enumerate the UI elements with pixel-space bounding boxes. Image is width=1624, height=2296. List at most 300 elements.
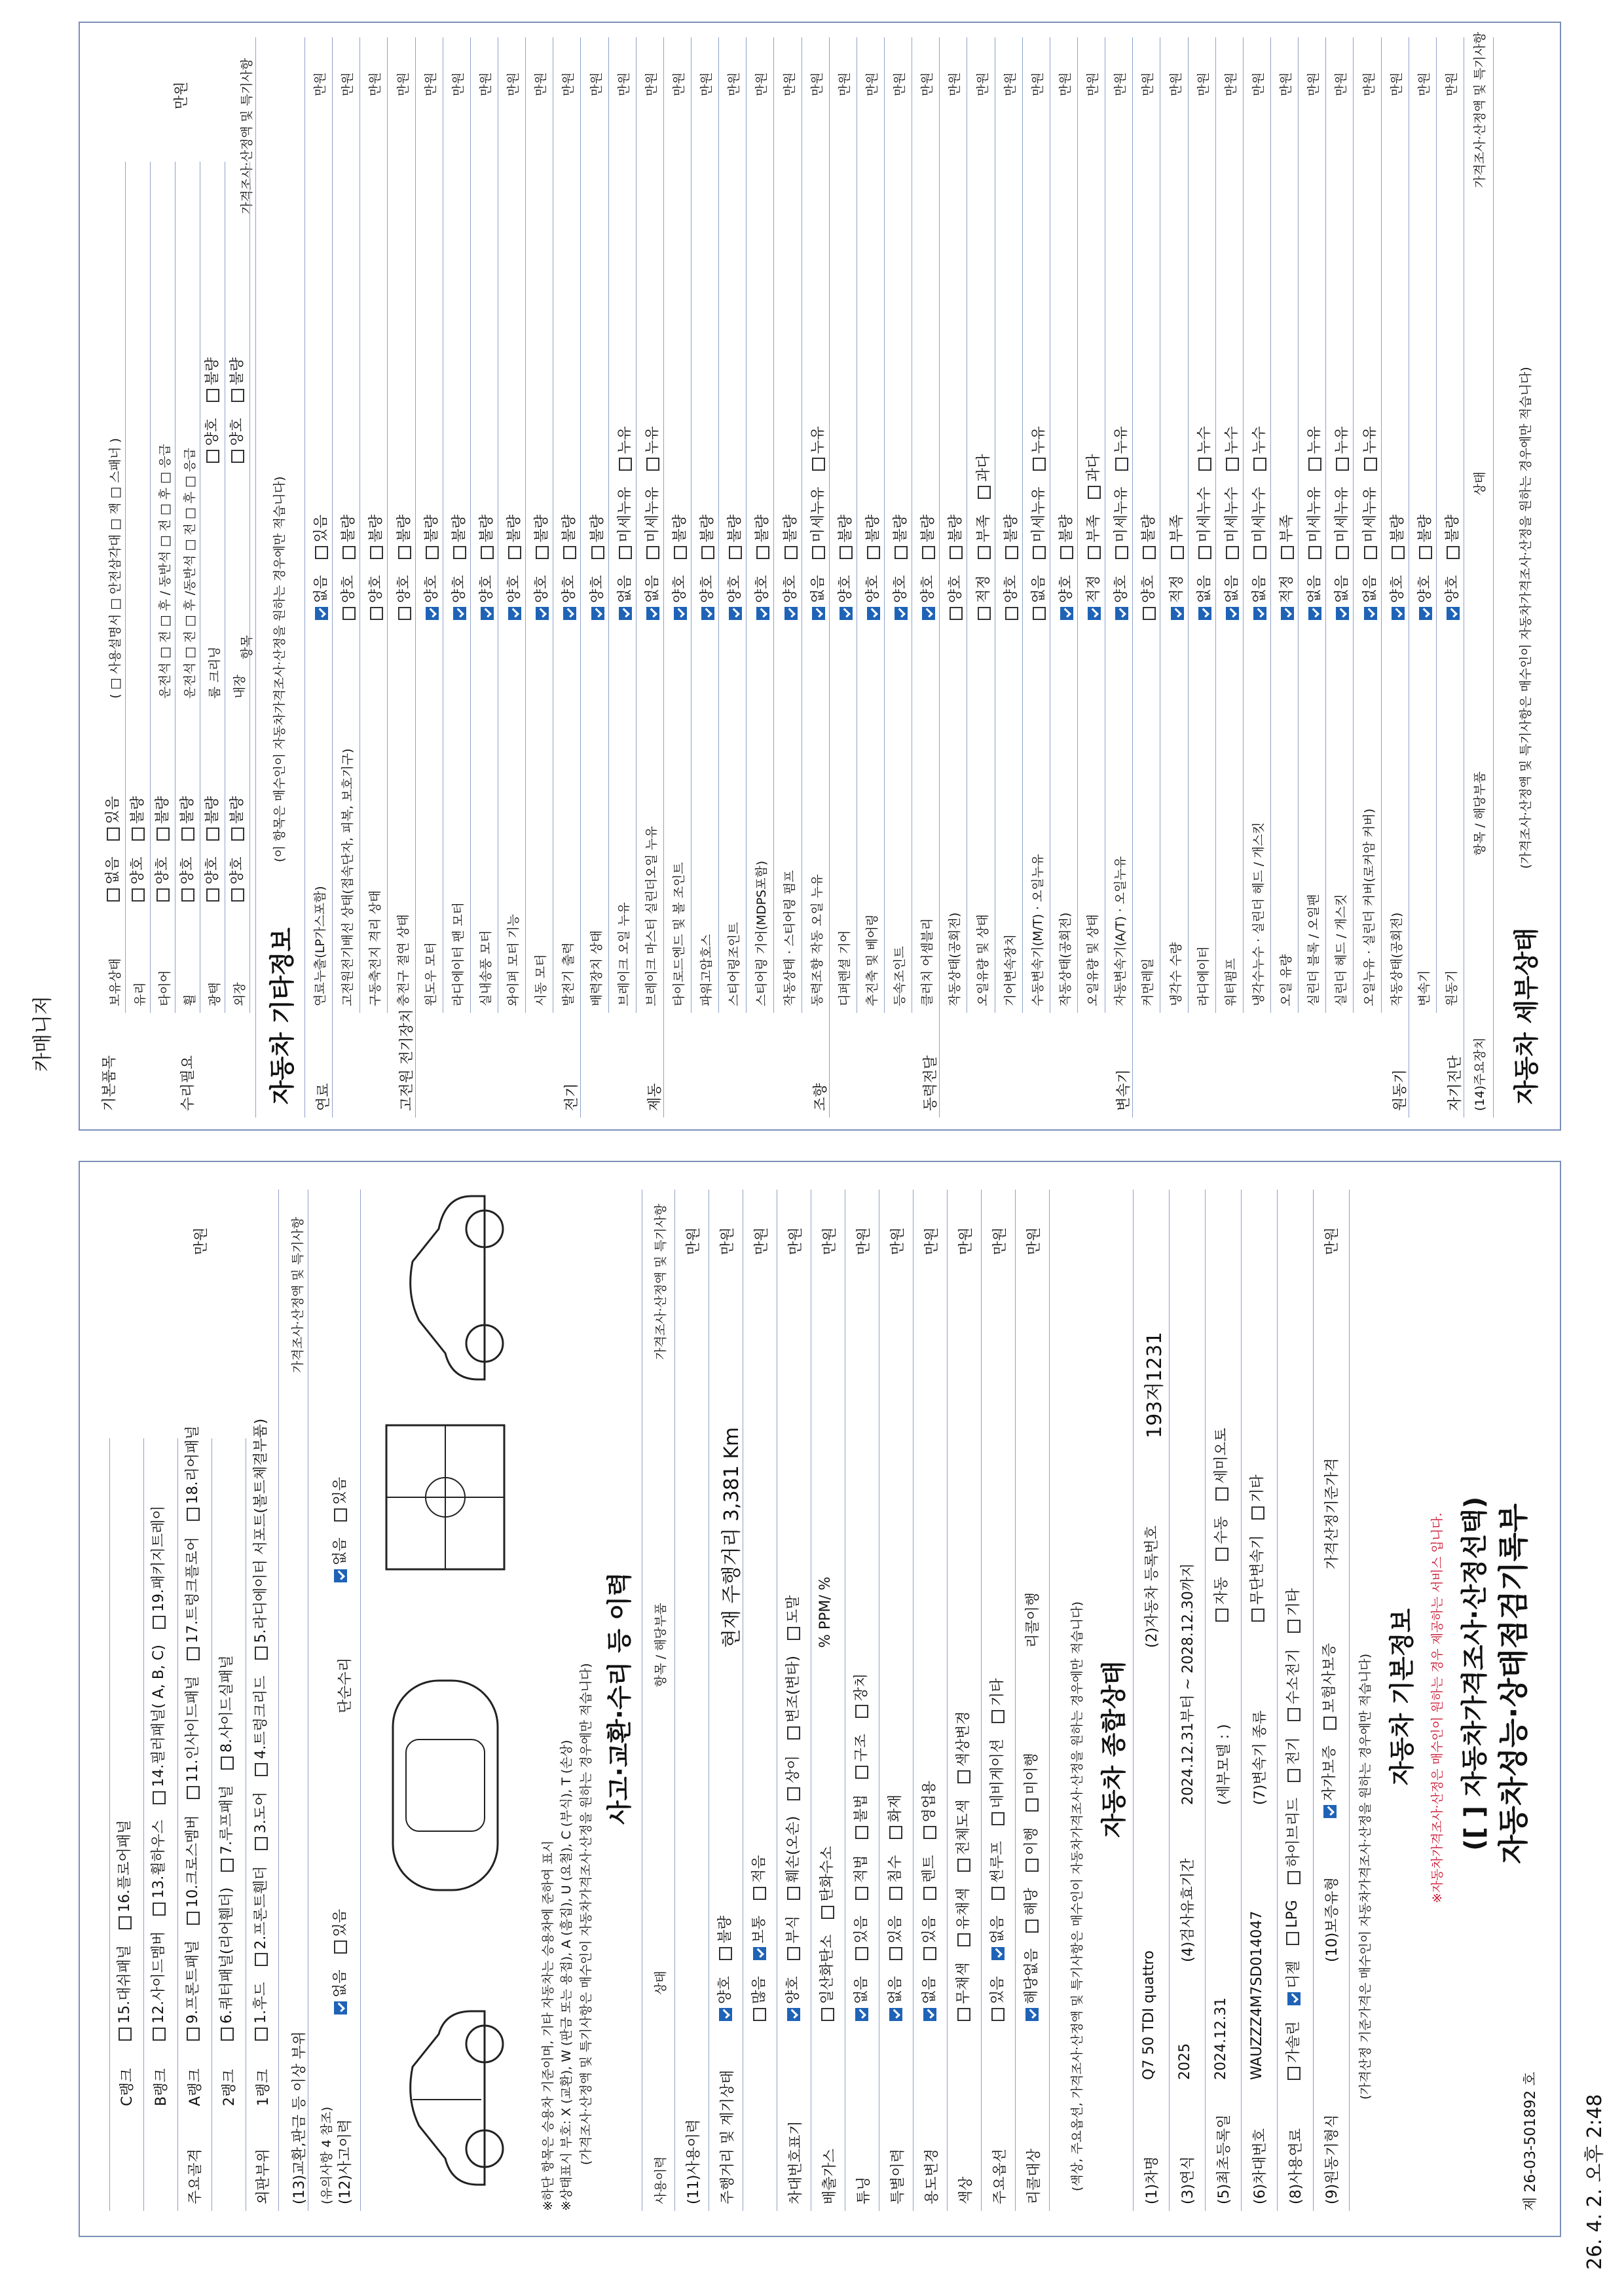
checkbox[interactable]	[991, 1947, 1005, 1960]
checkbox[interactable]	[1033, 458, 1046, 471]
checkbox[interactable]	[753, 2008, 766, 2021]
unit-manwon: 만원	[924, 1227, 940, 1255]
option	[782, 1976, 802, 2021]
checkbox[interactable]	[1115, 546, 1128, 559]
checkbox[interactable]	[719, 1947, 732, 1960]
checkbox[interactable]	[1171, 546, 1184, 559]
checkbox[interactable]	[187, 1912, 200, 1925]
detail-item: 실린더 블록 / 오일팬	[1306, 894, 1321, 1006]
checkbox[interactable]	[1281, 546, 1294, 559]
option	[696, 515, 716, 560]
checkbox[interactable]	[787, 2008, 800, 2021]
checkbox[interactable]	[187, 1647, 200, 1660]
checkbox[interactable]	[784, 607, 798, 620]
checkbox[interactable]	[1392, 546, 1405, 559]
checkbox[interactable]	[978, 607, 991, 620]
checkbox[interactable]	[855, 1766, 868, 1779]
checkbox[interactable]	[787, 1947, 800, 1960]
checkbox[interactable]	[119, 1916, 132, 1929]
checkbox[interactable]	[784, 546, 798, 559]
checkbox[interactable]	[855, 1887, 868, 1900]
checkbox[interactable]	[107, 888, 120, 902]
checkbox[interactable]	[957, 2008, 970, 2021]
unit-manwon: 만원	[1223, 72, 1238, 96]
option-label: 양호	[561, 575, 578, 603]
checkbox[interactable]	[991, 2008, 1005, 2021]
checkbox[interactable]	[1447, 546, 1460, 559]
checkbox[interactable]	[206, 450, 219, 463]
option	[201, 418, 221, 463]
checkbox[interactable]	[153, 1791, 166, 1804]
checkbox[interactable]	[1323, 1717, 1337, 1730]
unit-manwon: 만원	[1168, 72, 1183, 96]
rule	[255, 37, 256, 1118]
detail-item: 작동상태(공회전)	[948, 912, 963, 1006]
unit-manwon: 만원	[423, 72, 438, 96]
checkbox[interactable]	[231, 888, 244, 902]
checkbox[interactable]	[978, 486, 991, 499]
checkbox[interactable]	[787, 1726, 800, 1740]
checkbox[interactable]	[895, 607, 908, 620]
damage-parts-label: (13)교환,판금 등 이상 부위	[291, 2031, 308, 2204]
option-label: 미세누수	[1251, 486, 1268, 543]
checkbox[interactable]	[1281, 607, 1294, 620]
checkbox[interactable]	[1025, 1859, 1039, 1872]
checkbox[interactable]	[619, 546, 632, 559]
option-label: 양호	[1003, 575, 1020, 603]
checkbox[interactable]	[855, 1705, 868, 1718]
option	[181, 1425, 202, 1521]
checkbox[interactable]	[1287, 1708, 1301, 1721]
checkbox[interactable]	[753, 1887, 766, 1900]
checkbox[interactable]	[787, 1787, 800, 1800]
option	[215, 1785, 236, 1872]
checkbox[interactable]	[729, 546, 742, 559]
detail-item: 와이퍼 모터 기능	[506, 914, 521, 1006]
checkbox[interactable]	[508, 546, 521, 559]
group-label: 고전원 전기장치	[398, 1009, 415, 1111]
checkbox[interactable]	[1088, 607, 1101, 620]
option	[1441, 515, 1462, 560]
checkbox[interactable]	[1251, 1506, 1264, 1520]
option	[147, 1931, 168, 2041]
checkbox[interactable]	[1336, 458, 1349, 471]
checkbox[interactable]	[1392, 607, 1405, 620]
checkbox[interactable]	[1215, 1609, 1228, 1622]
checkbox[interactable]	[1215, 1487, 1228, 1501]
option	[365, 515, 385, 560]
checkbox[interactable]	[812, 458, 825, 471]
checkbox[interactable]	[255, 1954, 268, 1967]
checkbox[interactable]	[370, 607, 383, 620]
checkbox[interactable]	[157, 828, 170, 841]
checkbox[interactable]	[1215, 1548, 1228, 1561]
option-label: 불량	[155, 795, 171, 824]
checkbox[interactable]	[957, 1859, 970, 1872]
checkbox[interactable]	[1286, 1932, 1299, 1945]
opt-label: 세미오토	[1213, 1427, 1230, 1484]
option-label: 14.필러패널( A, B, C)	[151, 1645, 167, 1787]
option	[884, 1795, 904, 1840]
unit-manwon: 만원	[671, 72, 686, 96]
option	[226, 418, 246, 463]
checkbox[interactable]	[1323, 1805, 1337, 1818]
checkbox[interactable]	[1287, 1871, 1301, 1884]
option	[1303, 575, 1323, 620]
option	[1441, 575, 1462, 620]
checkbox[interactable]	[132, 828, 145, 841]
checkbox[interactable]	[889, 1887, 902, 1900]
checkbox[interactable]	[398, 607, 411, 620]
checkbox[interactable]	[812, 546, 825, 559]
option-label: 3.도어	[253, 1791, 269, 1834]
unit-manwon: 만원	[1026, 1227, 1043, 1255]
option	[918, 1916, 938, 1961]
checkbox[interactable]	[536, 607, 549, 620]
checkbox[interactable]	[1226, 458, 1239, 471]
checkbox[interactable]	[729, 607, 742, 620]
checkbox[interactable]	[1287, 1620, 1301, 1633]
detail-item: 클러치 어셈블리	[920, 918, 935, 1006]
rule	[636, 37, 637, 1013]
checkbox[interactable]	[255, 1647, 268, 1660]
checkbox[interactable]	[1025, 2008, 1039, 2021]
option	[1386, 515, 1407, 560]
checkbox[interactable]	[923, 1887, 936, 1900]
checkbox[interactable]	[821, 1906, 834, 1919]
detail-item: 연료누출(LP가스포함)	[313, 886, 328, 1006]
checkbox[interactable]	[1060, 607, 1073, 620]
unit-manwon: 만원	[1324, 1227, 1340, 1255]
checkbox[interactable]	[153, 2028, 166, 2041]
option	[986, 1739, 1006, 1825]
checkbox[interactable]	[536, 546, 549, 559]
checkbox[interactable]	[1308, 607, 1321, 620]
checkbox[interactable]	[508, 607, 521, 620]
label-inspection-valid: (4)검사유효기간	[1180, 1858, 1196, 1962]
checkbox[interactable]	[1005, 546, 1018, 559]
option-label: 양호	[699, 575, 716, 603]
checkbox[interactable]	[157, 888, 170, 902]
checkbox[interactable]	[342, 607, 356, 620]
checkbox[interactable]	[1115, 458, 1128, 471]
option	[181, 1537, 202, 1660]
checkbox[interactable]	[855, 1826, 868, 1839]
checkbox[interactable]	[895, 546, 908, 559]
checkbox[interactable]	[923, 1826, 936, 1839]
checkbox[interactable]	[1336, 546, 1349, 559]
option-label: 19.패키지트레이	[151, 1505, 167, 1613]
checkbox[interactable]	[674, 546, 687, 559]
option	[917, 515, 937, 560]
checkbox[interactable]	[255, 1837, 268, 1850]
detail-item: 커먼레일	[1141, 958, 1156, 1006]
checkbox[interactable]	[787, 1887, 800, 1900]
checkbox[interactable]	[889, 2008, 902, 2021]
unit-manwon: 만원	[754, 72, 769, 96]
option-label: 양호	[727, 575, 744, 603]
checkbox[interactable]	[1088, 486, 1101, 499]
simple-repair-options	[329, 1461, 349, 1582]
unit-manwon: 만원	[1113, 72, 1128, 96]
checkbox[interactable]	[206, 389, 219, 402]
option-label: 없음	[1334, 575, 1351, 603]
checkbox[interactable]	[591, 607, 604, 620]
checkbox[interactable]	[1198, 546, 1211, 559]
option	[1027, 486, 1048, 559]
checkbox[interactable]	[1033, 607, 1046, 620]
checkbox[interactable]	[787, 1627, 800, 1640]
option	[714, 1916, 734, 1961]
checkbox[interactable]	[315, 546, 328, 559]
checkbox[interactable]	[957, 1933, 970, 1946]
checkbox[interactable]	[1364, 458, 1377, 471]
checkbox[interactable]	[1336, 607, 1349, 620]
checkbox[interactable]	[231, 389, 244, 402]
checkbox[interactable]	[753, 1947, 766, 1960]
checkbox[interactable]	[181, 888, 194, 902]
option	[1000, 515, 1020, 560]
checkbox[interactable]	[1226, 607, 1239, 620]
checkbox[interactable]	[674, 607, 687, 620]
checkbox[interactable]	[812, 607, 825, 620]
checkbox[interactable]	[221, 1757, 234, 1770]
checkbox[interactable]	[840, 546, 853, 559]
checkbox[interactable]	[922, 546, 935, 559]
option-label: 양호	[837, 575, 854, 603]
checkbox[interactable]	[187, 1786, 200, 1799]
checkbox[interactable]	[563, 607, 576, 620]
rule	[939, 37, 940, 1118]
checkbox[interactable]	[231, 450, 244, 463]
detail-options	[503, 499, 523, 620]
checkbox[interactable]	[991, 1812, 1005, 1825]
checkbox[interactable]	[1447, 607, 1460, 620]
checkbox[interactable]	[1419, 546, 1432, 559]
option	[850, 1855, 870, 1900]
checkbox[interactable]	[206, 888, 219, 902]
unit-manwon: 만원	[1279, 72, 1294, 96]
option	[782, 1755, 802, 1800]
opt-label: 수동	[1213, 1516, 1230, 1544]
option-label: 전기	[1285, 1737, 1302, 1765]
value-car-name: Q7 50 TDI quattro	[1141, 1950, 1157, 2080]
detail-options	[448, 499, 468, 620]
checkbox[interactable]	[923, 1947, 936, 1960]
option	[972, 575, 993, 620]
checkbox[interactable]	[453, 607, 466, 620]
checkbox[interactable]	[991, 1710, 1005, 1723]
checkbox[interactable]	[1253, 458, 1266, 471]
checkbox[interactable]	[187, 2028, 200, 2041]
label-engine-type: (9)원동기형식	[1324, 2114, 1340, 2204]
col-head: 항목	[240, 635, 254, 659]
other-label: 광택	[208, 982, 222, 1006]
checkbox[interactable]	[221, 1859, 234, 1872]
option	[1276, 575, 1296, 620]
unit-manwon: 만원	[1251, 72, 1266, 96]
checkbox[interactable]	[922, 607, 935, 620]
checkbox[interactable]	[1115, 607, 1128, 620]
checkbox[interactable]	[1364, 546, 1377, 559]
checkbox[interactable]	[181, 828, 194, 841]
option	[1331, 426, 1351, 471]
checkbox[interactable]	[206, 828, 219, 841]
checkbox[interactable]	[1198, 458, 1211, 471]
unit-manwon: 만원	[193, 1227, 210, 1255]
rule	[580, 37, 581, 1118]
checkbox[interactable]	[370, 546, 383, 559]
detail-item: 시동 모터	[534, 954, 549, 1006]
checkbox[interactable]	[957, 1770, 970, 1783]
checkbox[interactable]	[1033, 546, 1046, 559]
checkbox[interactable]	[991, 1887, 1005, 1900]
checkbox[interactable]	[315, 607, 328, 620]
detail-item: 작동상태(공회전)	[1389, 912, 1404, 1006]
checkbox[interactable]	[563, 546, 576, 559]
checkbox[interactable]	[481, 607, 494, 620]
group-label: 원동기	[1392, 1069, 1409, 1111]
checkbox[interactable]	[889, 1947, 902, 1960]
checkbox[interactable]	[1025, 1920, 1039, 1933]
rule	[1436, 37, 1437, 1013]
detail-item: 오일 유량	[1279, 954, 1294, 1006]
option	[176, 856, 196, 902]
checkbox[interactable]	[1419, 607, 1432, 620]
option	[807, 486, 827, 559]
detail-options	[724, 499, 744, 620]
checkbox[interactable]	[950, 607, 963, 620]
checkbox[interactable]	[619, 458, 632, 471]
unit-manwon: 만원	[368, 72, 383, 96]
checkbox[interactable]	[889, 1826, 902, 1839]
option	[952, 1887, 972, 1946]
checkbox[interactable]	[426, 546, 439, 559]
checkbox[interactable]	[867, 546, 880, 559]
checkbox[interactable]	[1088, 546, 1101, 559]
option	[1303, 426, 1323, 471]
detail-item: 브레이크 오일 누유	[616, 902, 631, 1006]
checkbox[interactable]	[221, 2028, 234, 2041]
option	[101, 856, 122, 902]
option	[226, 856, 246, 902]
checkbox[interactable]	[334, 2001, 347, 2014]
detail-options	[1359, 410, 1379, 620]
checkbox[interactable]	[756, 546, 769, 559]
checkbox[interactable]	[719, 2008, 732, 2021]
checkbox[interactable]	[119, 2028, 132, 2041]
checkbox[interactable]	[187, 1508, 200, 1521]
unit-manwon: 만원	[396, 72, 411, 96]
option	[181, 1815, 202, 1924]
checkbox[interactable]	[334, 1941, 347, 1954]
other-label-2: ( □ 사용설명서 □ 안전삼각대 □ 잭 □ 스패너 )	[108, 438, 122, 699]
rule	[746, 37, 747, 1013]
checkbox[interactable]	[426, 607, 439, 620]
checkbox[interactable]	[1005, 607, 1018, 620]
checkbox[interactable]	[821, 2008, 834, 2021]
checkbox[interactable]	[950, 546, 963, 559]
checkbox[interactable]	[1287, 2067, 1301, 2080]
checkbox[interactable]	[334, 1569, 347, 1582]
checkbox[interactable]	[107, 828, 120, 841]
checkbox[interactable]	[591, 546, 604, 559]
checkbox[interactable]	[1171, 607, 1184, 620]
checkbox[interactable]	[334, 1508, 347, 1522]
checkbox[interactable]	[153, 1903, 166, 1916]
checkbox[interactable]	[453, 546, 466, 559]
checkbox[interactable]	[701, 546, 714, 559]
checkbox[interactable]	[231, 828, 244, 841]
checkbox[interactable]	[646, 607, 659, 620]
unit-manwon: 만원	[1003, 72, 1018, 96]
label-warranty: (10)보증유형	[1324, 1876, 1340, 1962]
checkbox[interactable]	[1226, 546, 1239, 559]
option	[1318, 1745, 1338, 1818]
checkbox[interactable]	[1025, 1798, 1039, 1812]
checkbox[interactable]	[398, 546, 411, 559]
unit-manwon: 만원	[699, 72, 714, 96]
checkbox[interactable]	[840, 607, 853, 620]
area-label: 외판부위	[255, 2148, 272, 2204]
unit-manwon: 만원	[837, 72, 852, 96]
checkbox[interactable]	[1143, 607, 1156, 620]
detail-item: 작동상태(공회전)	[1058, 912, 1073, 1006]
checkbox[interactable]	[1287, 1992, 1301, 2005]
unit-manwon: 만원	[727, 72, 742, 96]
checkbox[interactable]	[1251, 1609, 1264, 1622]
checkbox[interactable]	[1287, 1769, 1301, 1782]
checkbox[interactable]	[255, 2028, 268, 2041]
option-label: 없음	[1196, 575, 1213, 603]
checkbox[interactable]	[1364, 607, 1377, 620]
checkbox[interactable]	[923, 2008, 936, 2021]
option-label: 불량	[506, 514, 523, 543]
option-label: 화재	[887, 1794, 904, 1823]
checkbox[interactable]	[1253, 546, 1266, 559]
checkbox[interactable]	[132, 888, 145, 902]
checkbox[interactable]	[1253, 607, 1266, 620]
checkbox[interactable]	[978, 546, 991, 559]
checkbox[interactable]	[619, 607, 632, 620]
option	[952, 1962, 972, 2021]
checkbox[interactable]	[255, 1763, 268, 1776]
checkbox[interactable]	[1143, 546, 1156, 559]
other-label: 타이어	[158, 970, 172, 1006]
checkbox[interactable]	[701, 607, 714, 620]
checkbox[interactable]	[1198, 607, 1211, 620]
checkbox[interactable]	[855, 2008, 868, 2021]
checkbox[interactable]	[756, 607, 769, 620]
checkbox[interactable]	[1308, 458, 1321, 471]
rank-label: C랭크	[119, 2068, 136, 2106]
detail-item: 추진축 및 베어링	[864, 914, 879, 1006]
checkbox[interactable]	[646, 458, 659, 471]
row-label: 튜닝	[856, 2176, 872, 2204]
checkbox[interactable]	[1308, 546, 1321, 559]
checkbox[interactable]	[153, 1616, 166, 1629]
checkbox[interactable]	[867, 607, 880, 620]
other-options-2	[201, 342, 221, 463]
option-label: 4.트렁크리드	[253, 1675, 269, 1759]
col-head: 항목 / 해당부품	[1473, 771, 1487, 856]
option-label: 양호	[451, 575, 468, 603]
checkbox[interactable]	[1060, 546, 1073, 559]
checkbox[interactable]	[342, 546, 356, 559]
checkbox[interactable]	[855, 1947, 868, 1960]
checkbox[interactable]	[481, 546, 494, 559]
checkbox[interactable]	[646, 546, 659, 559]
